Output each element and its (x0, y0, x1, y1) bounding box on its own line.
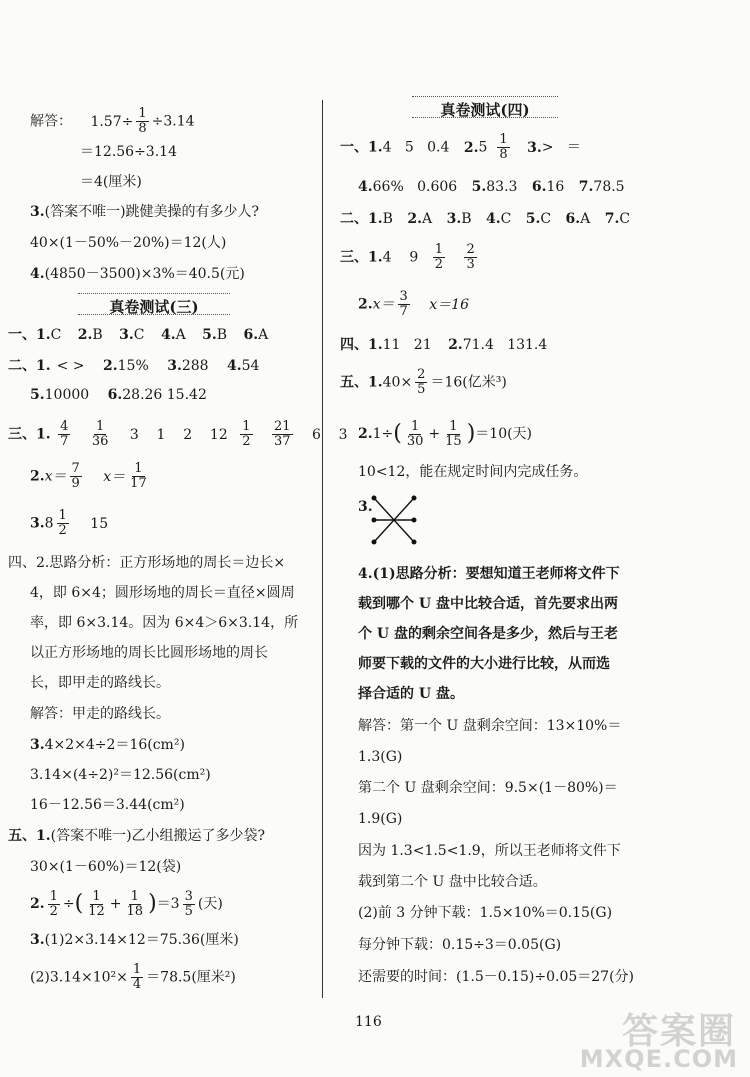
s4-4-line-3: 个 U 盘的剩余空间各是多少，然后与王老 (358, 626, 618, 642)
s4-row-6: 四、1.11 21 2.71.4 131.4 (340, 337, 548, 353)
s4-row-3: 二、1.B 2.A 3.B 4.C 5.C 6.A 7.C (340, 211, 631, 227)
left-line-2: ＝12.56÷3.14 (80, 144, 177, 160)
item-text: (答案不唯一)跳健美操的有多少人? (44, 204, 260, 220)
s4-4-line-4: 师要下载的文件的大小进行比较，从而选 (358, 656, 610, 672)
s4-4-ans-5: 因为 1.3<1.5<1.9，所以王老师将文件下 (358, 843, 621, 859)
s3-4-line-2: 4，即 6×4；圆形场地的周长＝直径×圆周 (30, 585, 295, 601)
s4-4-line-2: 载到哪个 U 盘中比较合适，首先要求出两 (358, 596, 618, 612)
s4-row-9: 10<12，能在规定时间内完成任务。 (358, 464, 588, 480)
s4-4-ans-3: 第二个 U 盘剩余空间：9.5×(1－80%)＝ (358, 780, 618, 796)
s3-row-2: 二、1. < > 2.15% 3.288 4.54 (8, 358, 260, 374)
left-line-4 (30, 203, 259, 221)
s4-4-ans-6: 载到第二个 U 盘中比较合适。 (358, 874, 547, 890)
s3-5-1: 五、1.(答案不唯一)乙小组搬运了多少袋? (8, 828, 266, 844)
item-number: 4. (30, 266, 45, 282)
s4-row-2: 4.66% 0.606 5.83.3 6.16 7.78.5 (358, 179, 625, 195)
left-line-6 (30, 265, 245, 283)
expr-part: ÷3.14 (151, 113, 195, 130)
s4-row-10: 3. (358, 499, 373, 515)
s4-row-4: 三、1.4 9 $\frac{1}{2}$ $\frac{2}{3}$ (340, 242, 475, 272)
s4-4-ans-4: 1.9(G) (358, 811, 403, 827)
s3-4-line-4: 以正方形场地的周长比圆形场地的周长 (30, 645, 268, 661)
cross-line-figure (368, 494, 420, 548)
expr-part: 1.57÷ (90, 113, 134, 130)
page-number: 116 (355, 1014, 382, 1030)
s3-5-2: 2. $\frac{1}{2}$ ÷( $\frac{1}{12}$ + $\frac{1}{18}$ )＝3 $\frac{3}{5}$ (天) (30, 888, 223, 919)
left-line-5: 40×(1－50%－20%)＝12(人) (30, 235, 227, 251)
s3-row-2b: 5.10000 6.28.26 15.42 (30, 387, 207, 403)
s3-4-line-5: 长，即甲走的路线长。 (30, 675, 170, 691)
s3-row-3: 三、1. $\frac{4}{7}$ $\frac{1}{36}$ 3 1 2 12 $\frac{1}{2}$ $\frac{21}{37}$ 6 3 (8, 419, 348, 449)
item-text: (4850－3500)×3%＝40.5(元) (44, 266, 245, 282)
column-divider (322, 100, 323, 998)
fraction: $\frac{1}{8}$ (138, 106, 147, 136)
s3-row-1: 一、1.C 2.B 3.C 4.A 5.B 6.A (8, 327, 269, 343)
s4-row-8: 2.1÷( $\frac{1}{30}$ + $\frac{1}{15}$ )＝10(天) (358, 418, 533, 449)
s4-row-1: 一、1.4 5 0.4 2.5 $\frac{1}{8}$ 3.> ＝ (340, 132, 581, 162)
s3-row-3-2: 2.x＝ $\frac{7}{9}$ x＝ $\frac{1}{17}$ (30, 461, 147, 491)
s4-4-ans-9: 还需要的时间：(1.5－0.15)÷0.05＝27(分) (358, 969, 635, 985)
left-line-3: ＝4(厘米) (80, 174, 142, 190)
answer-prefix: 解答： (30, 113, 72, 130)
s4-4-ans-8: 每分钟下载：0.15÷3＝0.05(G) (358, 937, 562, 953)
section-4-banner (412, 96, 558, 118)
s3-5-1b: 30×(1－60%)＝12(袋) (30, 859, 182, 875)
s3-4-3c: 16－12.56＝3.44(cm²) (30, 797, 185, 813)
s3-5-3b: (2)3.14×10²× $\frac{1}{4}$ ＝78.5(厘米²) (30, 962, 236, 992)
section-title: 真卷测试(三) (109, 298, 199, 316)
s3-4-3a: 3.4×2×4÷2＝16(cm²) (30, 737, 185, 753)
s3-4-answer: 解答：甲走的路线长。 (30, 706, 170, 722)
s3-4-3b: 3.14×(4÷2)²＝12.56(cm²) (30, 767, 211, 783)
s4-4-line-1: 4.(1)思路分析：要想知道王老师将文件下 (358, 566, 620, 582)
s4-row-5: 2.x＝ $\frac{3}{7}$ x＝16 (358, 289, 469, 319)
s3-5-3a: 3.(1)2×3.14×12＝75.36(厘米) (30, 932, 239, 948)
watermark-logo (579, 1003, 744, 1075)
section-3-banner (78, 293, 230, 315)
s4-4-ans-7: (2)前 3 分钟下载：1.5×10%＝0.15(G) (358, 905, 613, 921)
watermark-url: MXQE.COM (579, 1045, 738, 1073)
left-line-1 (30, 107, 195, 136)
s4-row-7: 五、1.40× $\frac{2}{5}$ ＝16(亿米³) (340, 367, 507, 397)
s3-4-line-3: 率，即 6×3.14。因为 6×4＞6×3.14，所 (30, 615, 299, 631)
s3-4-line-1: 四、2.思路分析：正方形场地的周长＝边长× (8, 555, 286, 571)
item-number: 3. (30, 204, 45, 220)
s4-4-ans-1: 解答：第一个 U 盘剩余空间：13×10%＝ (358, 718, 622, 734)
section-title: 真卷测试(四) (440, 101, 530, 119)
watermark-text: 答案圈 (621, 1011, 736, 1052)
s4-4-line-5: 择合适的 U 盘。 (358, 686, 464, 702)
s3-row-3-3: 3.8 $\frac{1}{2}$ 15 (30, 508, 109, 538)
s4-4-ans-2: 1.3(G) (358, 749, 403, 765)
